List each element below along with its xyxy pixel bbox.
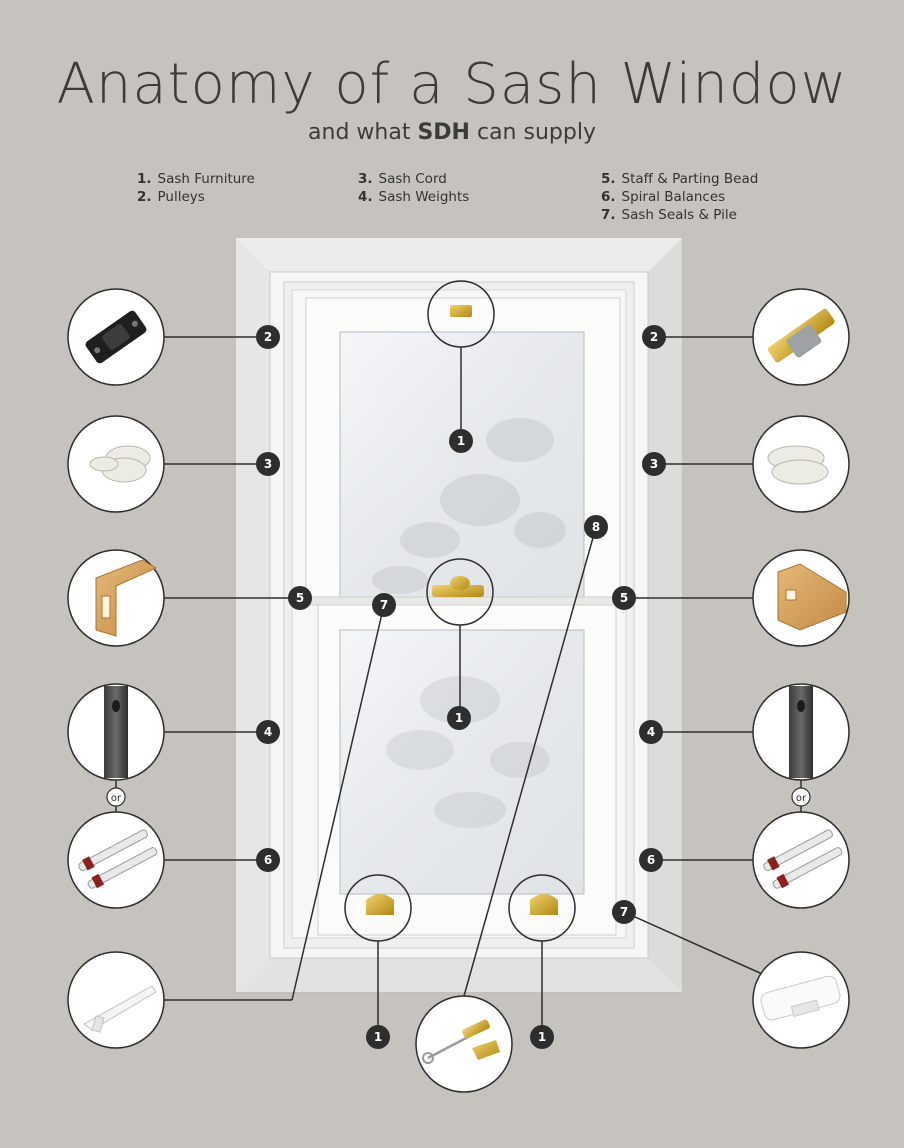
legend-item: 1. Sash Furniture <box>137 171 255 187</box>
marker-left-balance <box>256 848 280 872</box>
svg-text:1: 1 <box>454 711 464 725</box>
marker-meeting-fastener <box>447 706 471 730</box>
marker-right-seal <box>612 900 636 924</box>
pulley-right-image <box>753 289 849 385</box>
spiral-balance-right-image <box>753 812 849 908</box>
svg-text:6: 6 <box>646 853 656 867</box>
svg-text:5: 5 <box>619 591 629 605</box>
parting-bead-right-image <box>753 550 849 646</box>
parting-bead <box>300 597 620 605</box>
parting-bead-left-image <box>68 550 164 646</box>
balance-fittings-image <box>416 996 512 1092</box>
legend-item: 2. Pulleys <box>137 189 205 205</box>
marker-left-weight <box>256 720 280 744</box>
marker-right-pulley <box>642 325 666 349</box>
legend-item: 5. Staff & Parting Bead <box>601 171 759 187</box>
marker-bottom-right-lift <box>530 1025 554 1049</box>
sash-weight-right-image <box>753 684 849 780</box>
marker-right-weight <box>639 720 663 744</box>
legend-item: 4. Sash Weights <box>358 189 470 205</box>
svg-text:2: 2 <box>649 330 659 344</box>
marker-right-bead <box>612 586 636 610</box>
marker-left-cord <box>256 452 280 476</box>
svg-text:or: or <box>795 793 807 804</box>
marker-top-fastener <box>449 429 473 453</box>
svg-text:7: 7 <box>379 598 389 612</box>
legend-item: 6. Spiral Balances <box>601 189 726 205</box>
svg-text:1: 1 <box>456 434 466 448</box>
marker-seal-7 <box>372 593 396 617</box>
pulley-left-image <box>68 289 164 385</box>
svg-text:3: 3 <box>649 457 659 471</box>
svg-text:2: 2 <box>263 330 273 344</box>
marker-left-pulley <box>256 325 280 349</box>
svg-text:4: 4 <box>263 725 273 739</box>
svg-text:or: or <box>110 793 122 804</box>
or-right <box>792 788 810 806</box>
svg-text:7: 7 <box>619 905 629 919</box>
sash-lift-right <box>530 894 558 915</box>
page-title: Anatomy of a Sash Window <box>56 52 848 117</box>
spiral-balance-left-image <box>68 812 164 908</box>
marker-8 <box>584 515 608 539</box>
legend-item: 3. Sash Cord <box>358 171 447 187</box>
svg-text:1: 1 <box>537 1030 547 1044</box>
sash-seal-right-image <box>753 952 849 1048</box>
svg-text:3: 3 <box>263 457 273 471</box>
or-left <box>107 788 125 806</box>
sash-cord-left-image <box>68 416 164 512</box>
svg-text:1: 1 <box>373 1030 383 1044</box>
legend-item: 7. Sash Seals & Pile <box>601 207 737 223</box>
sash-lift-left <box>366 894 394 915</box>
svg-text:6: 6 <box>263 853 273 867</box>
sash-cord-right-image <box>753 416 849 512</box>
subtitle-brand: SDH <box>417 120 470 145</box>
svg-text:5: 5 <box>295 591 305 605</box>
lower-sash <box>318 605 616 935</box>
marker-bottom-left-lift <box>366 1025 390 1049</box>
marker-right-cord <box>642 452 666 476</box>
marker-right-balance <box>639 848 663 872</box>
sash-weight-left-image <box>68 684 164 780</box>
sash-seal-left-image <box>68 952 164 1048</box>
marker-left-bead <box>288 586 312 610</box>
top-sash-eye <box>450 305 472 317</box>
svg-text:4: 4 <box>646 725 656 739</box>
subtitle-suffix: can supply <box>469 120 596 145</box>
svg-text:8: 8 <box>591 520 601 534</box>
subtitle-prefix: and what <box>308 120 418 145</box>
